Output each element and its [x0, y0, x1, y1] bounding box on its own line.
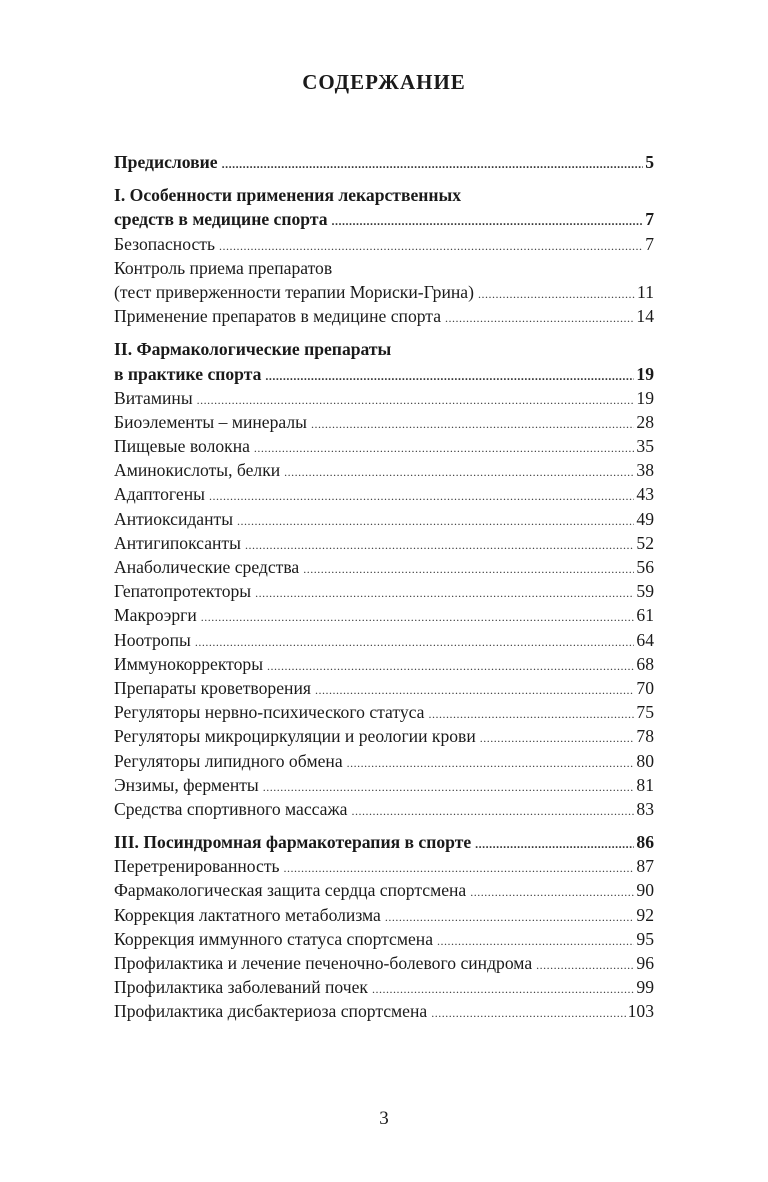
dot-leader — [351, 799, 634, 823]
toc-page-number: 43 — [636, 484, 654, 505]
toc-entry-label: Макроэрги — [114, 605, 197, 626]
toc-entry — [114, 458, 654, 482]
toc-entry — [114, 603, 654, 627]
toc-entry-label: Профилактика дисбактериоза спортсмена — [114, 1001, 428, 1022]
toc-entry — [114, 878, 654, 902]
section-heading: I. Особенности применения лекарственных — [114, 185, 462, 206]
page-title: СОДЕРЖАНИЕ — [302, 70, 466, 94]
toc-entry — [114, 280, 654, 304]
dot-leader — [201, 605, 635, 629]
toc-entry — [114, 410, 654, 434]
toc-entry-label: Пищевые волокна — [114, 436, 250, 457]
toc-entry-label: Перетренированность — [114, 856, 280, 877]
dot-leader — [372, 977, 634, 1001]
toc-entry-label: Предисловие — [114, 152, 218, 172]
toc-entry-label: Фармакологическая защита сердца спортсмена — [114, 880, 467, 901]
toc-page-number: 92 — [636, 904, 654, 925]
toc-entry-label: Регуляторы липидного обмена — [114, 750, 343, 771]
dot-leader — [478, 282, 635, 306]
toc-page-number: 87 — [636, 856, 654, 877]
toc-page-number: 86 — [636, 832, 654, 853]
toc-page-number: 80 — [636, 750, 654, 771]
dot-leader — [255, 581, 634, 605]
toc-entry — [114, 854, 654, 878]
toc-entry-label: Антиоксиданты — [114, 508, 234, 529]
toc-page-number: 7 — [645, 209, 654, 230]
toc-page-number: 64 — [636, 629, 654, 650]
dot-leader — [347, 751, 635, 775]
toc-page-number: 52 — [636, 532, 654, 553]
toc-section — [114, 830, 654, 1024]
dot-leader — [475, 832, 634, 856]
toc-page-number: 7 — [645, 233, 654, 254]
toc-entry-label: Препараты кроветворения — [114, 677, 311, 698]
toc-page-number: 5 — [645, 152, 654, 172]
dot-leader — [431, 1001, 625, 1025]
toc-page-number: 56 — [636, 557, 654, 577]
toc-entry-label: Регуляторы нервно-психического статуса — [114, 702, 425, 723]
toc-entry-label: Профилактика заболеваний почек — [114, 977, 368, 998]
toc-entry — [114, 830, 654, 854]
toc-page-number: 11 — [637, 281, 654, 302]
section-heading: II. Фармакологические препараты — [114, 339, 392, 360]
toc-entry — [114, 482, 654, 506]
toc-entry — [114, 999, 654, 1023]
toc-entry — [114, 700, 654, 724]
dot-leader — [311, 412, 634, 436]
dot-leader — [265, 364, 634, 388]
toc-page-number: 35 — [636, 436, 654, 457]
toc-page-number: 19 — [636, 363, 654, 384]
page-number: 3 — [379, 1108, 389, 1129]
dot-leader — [536, 953, 634, 977]
dot-leader — [437, 929, 634, 953]
toc-entry — [114, 232, 654, 256]
toc-entry-label: Применение препаратов в медицине спорта — [114, 306, 442, 327]
toc-page-number: 99 — [636, 977, 654, 998]
toc-entry-label: Регуляторы микроциркуляции и реологии крови — [114, 726, 476, 747]
toc-entry — [114, 507, 654, 531]
toc-page-number: 49 — [636, 508, 654, 529]
toc-entry-label: Энзимы, ферменты — [114, 774, 259, 795]
toc-entry — [114, 749, 654, 773]
toc-page-number: 14 — [636, 306, 654, 327]
toc-page-number: 19 — [636, 387, 654, 408]
toc-entry-label: Иммунокорректоры — [114, 653, 264, 674]
table-of-contents — [114, 150, 654, 1033]
toc-entry — [114, 773, 654, 797]
dot-leader — [284, 856, 635, 880]
dot-leader — [267, 654, 634, 678]
toc-page-number: 70 — [636, 677, 654, 698]
dot-leader — [428, 702, 634, 726]
toc-entry — [114, 304, 654, 328]
toc-entry — [114, 555, 654, 579]
toc-entry — [114, 386, 654, 410]
toc-entry — [114, 652, 654, 676]
toc-entry — [114, 579, 654, 603]
toc-page-number: 28 — [636, 411, 654, 432]
toc-page-number: 90 — [636, 880, 654, 901]
dot-leader — [263, 775, 635, 799]
toc-page-number: 96 — [636, 953, 654, 973]
dot-leader — [303, 557, 634, 581]
toc-entry-label: средств в медицине спорта — [114, 209, 328, 230]
toc-entry — [114, 207, 654, 231]
toc-page-number: 59 — [636, 581, 654, 602]
toc-entry — [114, 628, 654, 652]
toc-entry-label: Коррекция лактатного метаболизма — [114, 904, 381, 925]
toc-entry-label: Средства спортивного массажа — [114, 798, 348, 819]
toc-entry — [114, 150, 654, 174]
toc-entry — [114, 676, 654, 700]
toc-entry-label: Витамины — [114, 387, 193, 408]
toc-entry-label: Анаболические средства — [114, 557, 300, 577]
toc-entry — [114, 927, 654, 951]
toc-page-number: 61 — [636, 605, 654, 626]
toc-entry-label: Ноотропы — [114, 629, 191, 650]
toc-page-number: 75 — [636, 702, 654, 723]
toc-entry-label: Профилактика и лечение печеночно-болевого синдрома — [114, 953, 533, 973]
toc-entry — [114, 903, 654, 927]
dot-leader — [385, 905, 635, 929]
toc-entry-label: (тест приверженности терапии Мориски-Грина) — [114, 281, 474, 302]
dot-leader — [222, 152, 644, 176]
toc-entry-label: Адаптогены — [114, 484, 205, 505]
toc-entry-label: Гепатопротекторы — [114, 581, 252, 602]
toc-entry — [114, 434, 654, 458]
toc-entry-label: в практике спорта — [114, 363, 262, 384]
toc-entry — [114, 975, 654, 999]
toc-entry — [114, 362, 654, 386]
dot-leader — [195, 630, 635, 654]
toc-entry-label: Антигипоксанты — [114, 532, 241, 553]
dot-leader — [332, 209, 644, 233]
dot-leader — [445, 306, 634, 330]
toc-page-number: 81 — [636, 774, 654, 795]
dot-leader — [237, 509, 634, 533]
toc-section — [114, 150, 654, 174]
toc-entry — [114, 724, 654, 748]
toc-page-number: 103 — [627, 1001, 654, 1022]
toc-page-number: 68 — [636, 653, 654, 674]
dot-leader — [315, 678, 634, 702]
toc-entry — [114, 797, 654, 821]
toc-entry-label: Аминокислоты, белки — [114, 460, 281, 481]
toc-entry-label: Безопасность — [114, 233, 215, 254]
dot-leader — [197, 388, 635, 412]
dot-leader — [219, 234, 643, 258]
dot-leader — [209, 484, 634, 508]
toc-section — [114, 183, 654, 328]
dot-leader — [254, 436, 634, 460]
toc-entry — [114, 531, 654, 555]
toc-section — [114, 337, 654, 821]
toc-entry — [114, 951, 654, 975]
dot-leader — [284, 460, 634, 484]
toc-entry-label: III. Посиндромная фармакотерапия в спорте — [114, 832, 472, 853]
toc-page-number: 83 — [636, 798, 654, 819]
toc-entry-label: Коррекция иммунного статуса спортсмена — [114, 928, 434, 949]
toc-entry-label: Контроль приема препаратов — [114, 257, 333, 278]
dot-leader — [245, 533, 634, 557]
toc-page-number: 78 — [636, 726, 654, 747]
dot-leader — [470, 880, 634, 904]
dot-leader — [480, 726, 635, 750]
toc-entry-label: Биоэлементы – минералы — [114, 411, 307, 432]
toc-page-number: 38 — [636, 460, 654, 481]
toc-page-number: 95 — [636, 928, 654, 949]
